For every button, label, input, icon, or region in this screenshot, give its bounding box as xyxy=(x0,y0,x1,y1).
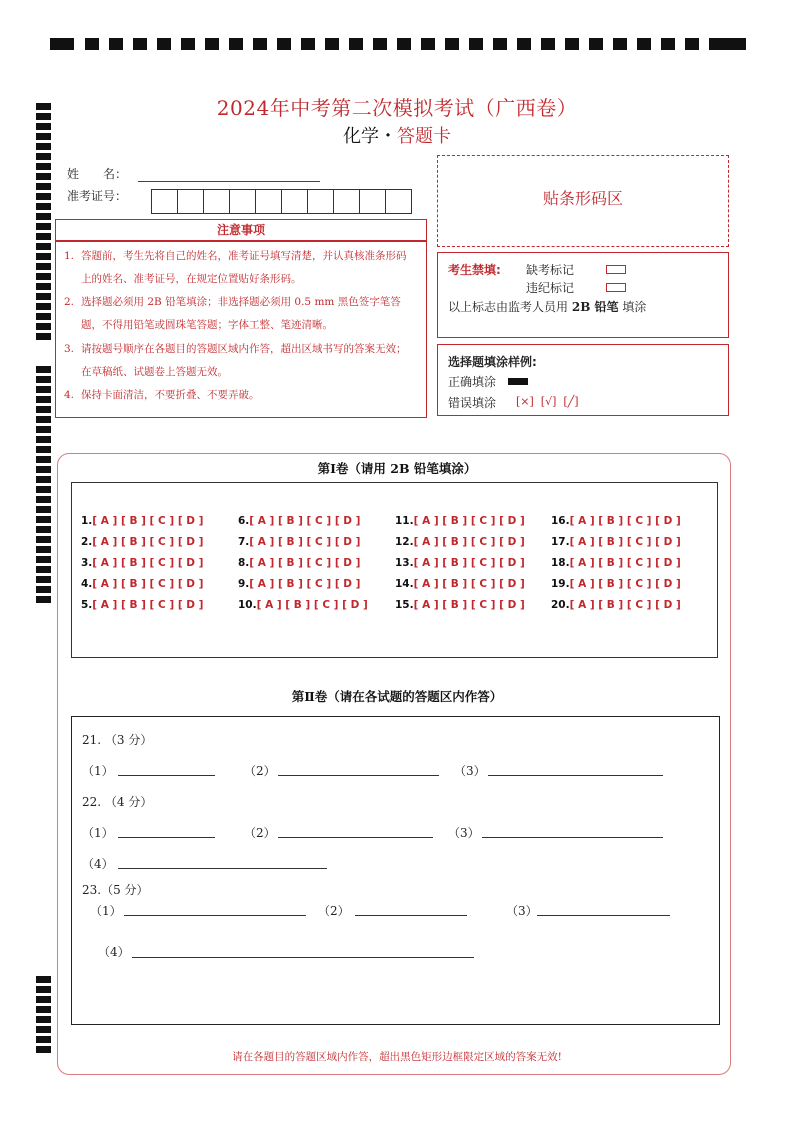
question-21: 21. （3 分） xyxy=(82,733,153,747)
choice-question[interactable] xyxy=(551,557,681,569)
answer-options[interactable]: [ A ] [ B ] [ C ] [ D ] xyxy=(249,578,361,590)
timing-mark xyxy=(36,273,51,280)
choice-question[interactable] xyxy=(395,557,525,569)
q21-answer-3[interactable] xyxy=(488,775,663,776)
timing-mark xyxy=(36,536,51,543)
q22-answer-4[interactable] xyxy=(118,868,327,869)
q23-answer-3[interactable] xyxy=(537,915,670,916)
choice-question[interactable] xyxy=(551,515,681,527)
timing-mark xyxy=(36,173,51,180)
timing-mark xyxy=(36,263,51,270)
notice-item xyxy=(64,291,416,337)
correct-fill-sample xyxy=(508,378,528,385)
page-title: 2024年中考第二次模拟考试（广西卷） xyxy=(216,96,578,120)
question-number: 6. xyxy=(238,515,250,527)
timing-mark xyxy=(36,496,51,503)
choice-question[interactable] xyxy=(81,515,203,527)
footer-note: 请在各题目的答题区域内作答，超出黑色矩形边框限定区域的答案无效! xyxy=(232,1051,562,1063)
timing-mark xyxy=(36,1036,51,1043)
subtitle-card: 答题卡 xyxy=(397,126,451,147)
question-number: 20. xyxy=(551,599,570,611)
question-number: 4. xyxy=(81,578,93,590)
answer-options[interactable]: [ A ] [ B ] [ C ] [ D ] xyxy=(92,599,204,611)
notice-text: 保持卡面清洁，不要折叠、不要弄破。 xyxy=(81,389,260,401)
absent-label: 缺考标记 xyxy=(526,263,575,277)
timing-mark xyxy=(36,233,51,240)
notice-text: 答题前，考生先将自己的姓名，准考证号填写清楚，并认真核准条形码上的姓名、准考证号，在规定位置贴好条形码。 xyxy=(81,250,407,285)
timing-mark xyxy=(36,436,51,443)
name-field[interactable] xyxy=(138,181,320,182)
choice-question[interactable] xyxy=(81,536,203,548)
answer-options[interactable]: [ A ] [ B ] [ C ] [ D ] xyxy=(413,557,525,569)
timing-mark xyxy=(36,526,51,533)
choice-question[interactable] xyxy=(395,515,525,527)
q21-sub1-label: （1） xyxy=(82,764,114,778)
timing-mark xyxy=(36,476,51,483)
q23-sub4-label: （4） xyxy=(98,945,130,959)
timing-mark xyxy=(36,1016,51,1023)
q22-sub4-label: （4） xyxy=(82,857,114,871)
answer-options[interactable]: [ A ] [ B ] [ C ] [ D ] xyxy=(92,536,204,548)
timing-mark xyxy=(36,486,51,493)
timing-mark xyxy=(36,386,51,393)
q23-sub1-label: （1） xyxy=(90,904,122,918)
timing-mark xyxy=(36,566,51,573)
answer-options[interactable]: [ A ] [ B ] [ C ] [ D ] xyxy=(413,536,525,548)
timing-mark xyxy=(36,446,51,453)
name-label: 姓 名： xyxy=(67,167,128,181)
question-number: 9. xyxy=(238,578,250,590)
ban-note-bold: 2B 铅笔 xyxy=(571,300,619,314)
timing-mark xyxy=(36,596,51,603)
violation-label: 违纪标记 xyxy=(526,281,575,295)
wrong-fill-samples: [×] [√] [╱] xyxy=(516,395,579,408)
timing-mark xyxy=(36,183,51,190)
timing-mark xyxy=(36,986,51,993)
q22-answer-3[interactable] xyxy=(482,837,663,838)
timing-mark xyxy=(36,253,51,260)
timing-mark xyxy=(36,213,51,220)
timing-mark xyxy=(36,506,51,513)
answer-options[interactable]: [ A ] [ B ] [ C ] [ D ] xyxy=(413,515,525,527)
notice-item xyxy=(64,245,416,291)
choice-question[interactable] xyxy=(395,578,525,590)
q23-sub3-label: （3） xyxy=(506,904,538,918)
question-number: 10. xyxy=(238,599,257,611)
examinee-forbidden-box xyxy=(437,252,729,338)
q23-sub2-label: （2） xyxy=(318,904,350,918)
timing-mark xyxy=(36,366,51,373)
timing-mark xyxy=(36,586,51,593)
choice-question[interactable] xyxy=(81,599,203,611)
question-22: 22. （4 分） xyxy=(82,795,153,809)
question-number: 5. xyxy=(81,599,93,611)
q21-answer-2[interactable] xyxy=(278,775,439,776)
choice-question[interactable] xyxy=(551,578,681,590)
question-number: 14. xyxy=(395,578,414,590)
answer-options[interactable]: [ A ] [ B ] [ C ] [ D ] xyxy=(92,578,204,590)
notice-number: 3. xyxy=(64,343,75,355)
timing-mark xyxy=(36,313,51,320)
notice-item xyxy=(64,384,416,407)
answer-options[interactable]: [ A ] [ B ] [ C ] [ D ] xyxy=(92,515,204,527)
q22-sub3-label: （3） xyxy=(448,826,480,840)
choice-question[interactable] xyxy=(551,599,681,611)
timing-mark xyxy=(36,193,51,200)
q21-sub3-label: （3） xyxy=(454,764,486,778)
notice-box xyxy=(55,241,427,418)
choice-question[interactable] xyxy=(81,578,203,590)
answer-options[interactable]: [ A ] [ B ] [ C ] [ D ] xyxy=(569,599,681,611)
timing-mark xyxy=(36,203,51,210)
timing-mark xyxy=(36,556,51,563)
answer-options[interactable]: [ A ] [ B ] [ C ] [ D ] xyxy=(92,557,204,569)
answer-options[interactable]: [ A ] [ B ] [ C ] [ D ] xyxy=(249,536,361,548)
timing-mark xyxy=(36,1026,51,1033)
timing-mark xyxy=(36,153,51,160)
timing-mark xyxy=(36,996,51,1003)
timing-mark xyxy=(36,376,51,383)
answer-options[interactable]: [ A ] [ B ] [ C ] [ D ] xyxy=(569,515,681,527)
free-answer-box xyxy=(71,716,720,1025)
notice-number: 1. xyxy=(64,250,75,262)
exam-number-boxes[interactable] xyxy=(152,189,412,213)
choice-question[interactable] xyxy=(238,515,360,527)
choice-answer-box xyxy=(71,482,718,658)
ban-note-post: 填涂 xyxy=(622,300,647,314)
question-number: 8. xyxy=(238,557,250,569)
violation-mark[interactable] xyxy=(606,283,626,292)
timing-mark xyxy=(36,406,51,413)
answer-options[interactable]: [ A ] [ B ] [ C ] [ D ] xyxy=(256,599,368,611)
timing-mark xyxy=(36,333,51,340)
choice-question[interactable] xyxy=(238,557,360,569)
timing-mark xyxy=(36,323,51,330)
timing-mark xyxy=(36,303,51,310)
barcode-area[interactable]: 贴条形码区 xyxy=(437,155,729,247)
answer-options[interactable]: [ A ] [ B ] [ C ] [ D ] xyxy=(569,536,681,548)
notice-item xyxy=(64,338,416,384)
wrong-fill-label: 错误填涂 xyxy=(448,396,497,410)
q23-answer-2[interactable] xyxy=(355,915,467,916)
notice-number: 2. xyxy=(64,296,75,308)
choice-question[interactable] xyxy=(238,599,368,611)
notice-number: 4. xyxy=(64,389,75,401)
exam-number-label: 准考证号： xyxy=(67,189,128,203)
q23-answer-4[interactable] xyxy=(132,957,474,958)
question-number: 15. xyxy=(395,599,414,611)
timing-mark xyxy=(36,243,51,250)
timing-mark xyxy=(36,223,51,230)
question-number: 7. xyxy=(238,536,250,548)
question-number: 19. xyxy=(551,578,570,590)
part1-title: 第Ⅰ卷（请用 2B 铅笔填涂） xyxy=(317,461,477,476)
notice-text: 选择题必须用 2B 铅笔填涂；非选择题必须用 0.5 mm 黑色签字笔答题，不得用铅笔或圆珠笔答题；字体工整、笔迹清晰。 xyxy=(81,296,401,331)
subtitle-subject: 化学・ xyxy=(343,126,397,147)
ban-note-pre: 以上标志由监考人员用 xyxy=(448,300,569,314)
timing-mark xyxy=(36,396,51,403)
absent-mark[interactable] xyxy=(606,265,626,274)
q21-sub2-label: （2） xyxy=(244,764,276,778)
q22-sub2-label: （2） xyxy=(244,826,276,840)
page-subtitle xyxy=(0,122,794,148)
question-number: 1. xyxy=(81,515,93,527)
answer-options[interactable]: [ A ] [ B ] [ C ] [ D ] xyxy=(569,557,681,569)
timing-mark xyxy=(36,576,51,583)
choice-question[interactable] xyxy=(395,536,525,548)
choice-question[interactable] xyxy=(395,599,525,611)
timing-mark xyxy=(36,163,51,170)
q23-answer-1[interactable] xyxy=(124,915,306,916)
correct-fill-label: 正确填涂 xyxy=(448,375,497,389)
answer-options[interactable]: [ A ] [ B ] [ C ] [ D ] xyxy=(249,515,361,527)
timing-mark xyxy=(36,283,51,290)
timing-mark xyxy=(36,976,51,983)
question-number: 16. xyxy=(551,515,570,527)
choice-question[interactable] xyxy=(238,578,360,590)
q21-answer-1[interactable] xyxy=(118,775,215,776)
question-23: 23.（5 分） xyxy=(82,883,149,897)
timing-mark xyxy=(36,516,51,523)
choice-question[interactable] xyxy=(238,536,360,548)
question-number: 11. xyxy=(395,515,414,527)
question-number: 13. xyxy=(395,557,414,569)
choice-question[interactable] xyxy=(551,536,681,548)
question-number: 18. xyxy=(551,557,570,569)
question-number: 3. xyxy=(81,557,93,569)
part2-title: 第Ⅱ卷（请在各试题的答题区内作答） xyxy=(291,689,503,704)
timing-mark xyxy=(36,293,51,300)
ban-label: 考生禁填: xyxy=(448,263,501,277)
question-number: 2. xyxy=(81,536,93,548)
choice-question[interactable] xyxy=(81,557,203,569)
question-number: 12. xyxy=(395,536,414,548)
answer-options[interactable]: [ A ] [ B ] [ C ] [ D ] xyxy=(249,557,361,569)
notice-heading: 注意事项 xyxy=(55,219,427,241)
ban-note xyxy=(448,298,646,315)
question-number: 17. xyxy=(551,536,570,548)
timing-mark xyxy=(36,416,51,423)
q22-answer-2[interactable] xyxy=(278,837,433,838)
answer-options[interactable]: [ A ] [ B ] [ C ] [ D ] xyxy=(413,578,525,590)
top-timing-marks xyxy=(50,38,746,52)
timing-mark xyxy=(36,546,51,553)
sample-title: 选择题填涂样例: xyxy=(448,355,537,369)
answer-options[interactable]: [ A ] [ B ] [ C ] [ D ] xyxy=(413,599,525,611)
timing-mark xyxy=(36,426,51,433)
q22-sub1-label: （1） xyxy=(82,826,114,840)
timing-mark xyxy=(36,1006,51,1013)
answer-options[interactable]: [ A ] [ B ] [ C ] [ D ] xyxy=(569,578,681,590)
notice-text: 请按题号顺序在各题目的答题区域内作答，超出区域书写的答案无效；在草稿纸、试题卷上答题无效。 xyxy=(81,343,407,378)
q22-answer-1[interactable] xyxy=(118,837,215,838)
fill-sample-box xyxy=(437,344,729,416)
